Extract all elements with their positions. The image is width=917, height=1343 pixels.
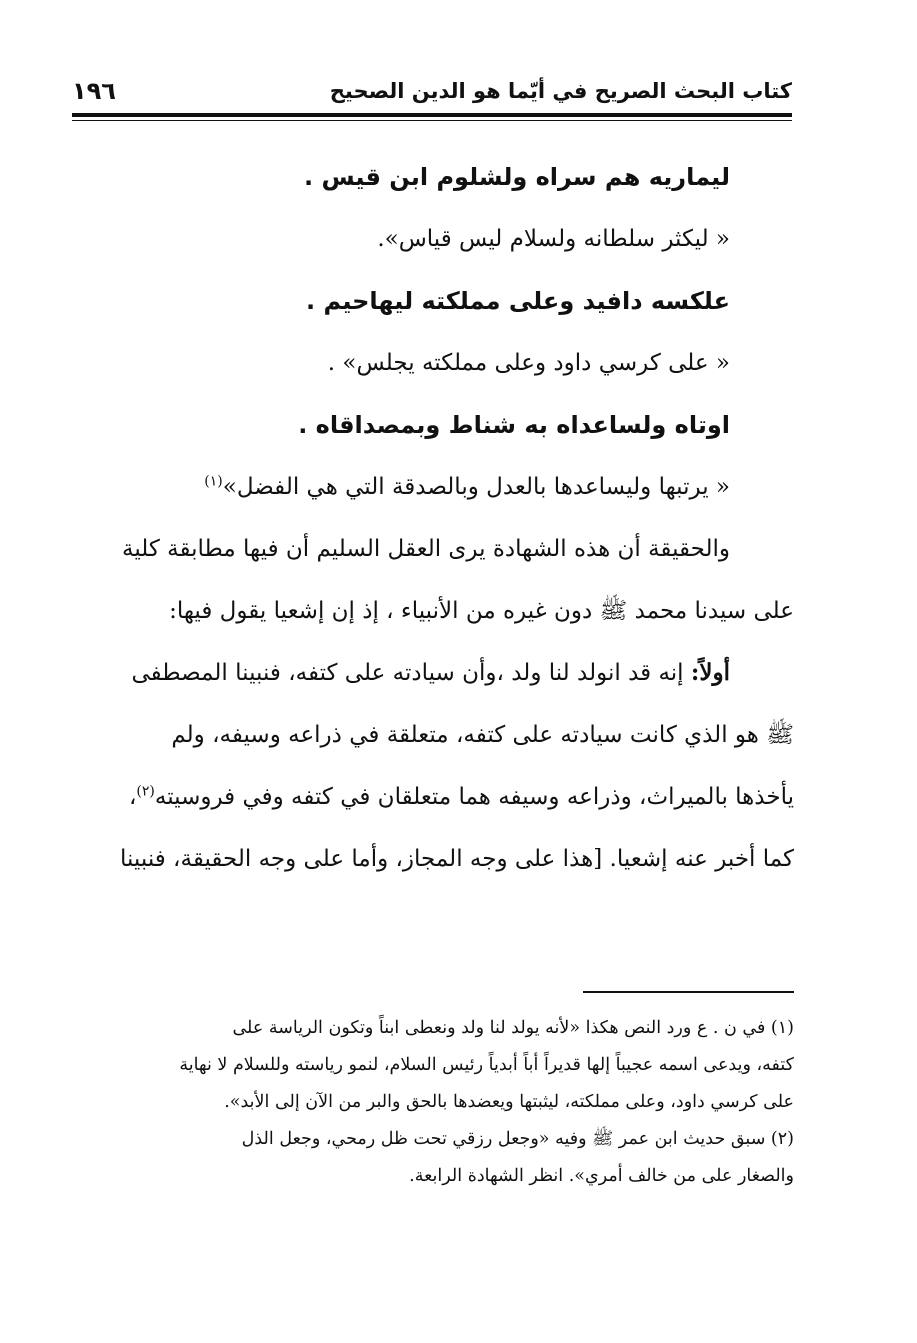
translation-line: « ليكثر سلطانه ولسلام ليس قياس». — [377, 226, 730, 252]
footnotes — [72, 1010, 794, 1195]
first-point-label: أولاً: — [690, 659, 730, 686]
page-header — [72, 76, 792, 114]
header-rule-thin — [72, 120, 792, 121]
running-title: كتاب البحث الصريح في أيّما هو الدين الصحيح — [329, 79, 792, 103]
footnote-ref: (٢) — [136, 783, 155, 800]
footnote-line: والصغار على من خالف أمري». انظر الشهادة الرابعة. — [409, 1166, 794, 1186]
footnote-line: (٢) سبق حديث ابن عمر ﷺ وفيه «وجعل رزقي تحت ظل رمحي، وجعل الذل — [241, 1129, 794, 1149]
header-rule-thick — [72, 113, 792, 117]
paragraph-line: والحقيقة أن هذه الشهادة يرى العقل السليم أن فيها مطابقة كلية — [122, 536, 730, 562]
paragraph-text: إنه قد انولد لنا ولد ،وأن سيادته على كتفه، فنبينا المصطفى — [131, 660, 684, 686]
footnote-ref: (١) — [204, 473, 223, 490]
translation-line: « على كرسي داود وعلى مملكته يجلس» . — [327, 350, 730, 376]
footnote-separator — [583, 991, 794, 993]
paragraph-line — [72, 766, 794, 828]
paragraph-line — [72, 642, 794, 704]
body-text — [72, 146, 794, 890]
footnote-line: (١) في ن . ع ورد النص هكذا «لأنه يولد لنا ولد ونعطى ابناً وتكون الرياسة على — [232, 1018, 794, 1038]
paragraph-line: ﷺ هو الذي كانت سيادته على كتفه، متعلقة في ذراعه وسيفه، ولم — [171, 722, 794, 748]
hebrew-transliteration-line: علكسه دافيد وعلى مملكته ليهاحيم . — [306, 287, 730, 315]
paragraph-line: كما أخبر عنه إشعيا. [هذا على وجه المجاز، وأما على وجه الحقيقة، فنبينا — [119, 846, 794, 872]
footnote-line: كتفه، ويدعى اسمه عجيباً إلها قديراً أباً أبدياً رئيس السلام، لنمو رياسته وللسلام لا نهاية — [179, 1055, 794, 1075]
page-number: ١٩٦ — [72, 77, 116, 105]
comma: ، — [128, 784, 137, 810]
translation-text: « يرتبها وليساعدها بالعدل وبالصدقة التي هي الفضل» — [222, 474, 730, 500]
hebrew-transliteration-line: اوتاه ولساعداه به شناط وبمصداقاه . — [298, 411, 730, 439]
hebrew-transliteration-line: ليماريه هم سراه ولشلوم ابن قيس . — [304, 163, 730, 191]
footnote-line: على كرسي داود، وعلى مملكته، ليثبتها ويعضدها بالحق والبر من الآن إلى الأبد». — [224, 1092, 794, 1112]
paragraph-text: يأخذها بالميراث، وذراعه وسيفه هما متعلقان في كتفه وفي فروسيته — [154, 784, 794, 810]
paragraph-line: على سيدنا محمد ﷺ دون غيره من الأنبياء ، إذ إن إشعيا يقول فيها: — [169, 598, 794, 624]
translation-line — [72, 456, 794, 518]
